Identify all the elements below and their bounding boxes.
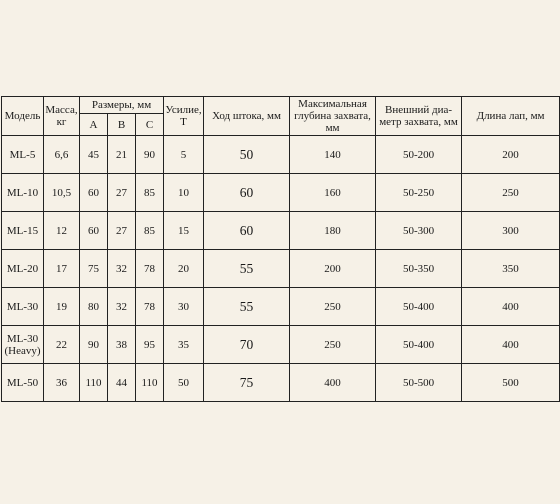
cell-size-a: 110	[80, 364, 108, 402]
header-force: Усилие, Т	[164, 97, 204, 136]
cell-size-c: 85	[136, 174, 164, 212]
header-sizes: Размеры, мм	[80, 97, 164, 114]
table-header	[2, 97, 560, 136]
header-outer-diam: Внешний диа-метр захвата, мм	[376, 97, 462, 136]
cell-max-depth: 400	[290, 364, 376, 402]
cell-size-a: 60	[80, 174, 108, 212]
cell-outer-diam: 50-400	[376, 326, 462, 364]
cell-force: 50	[164, 364, 204, 402]
cell-size-c: 78	[136, 288, 164, 326]
cell-size-b: 32	[108, 288, 136, 326]
spec-table-container	[1, 96, 559, 402]
cell-max-depth: 250	[290, 288, 376, 326]
cell-outer-diam: 50-350	[376, 250, 462, 288]
cell-size-c: 78	[136, 250, 164, 288]
table-row	[2, 364, 560, 402]
cell-leg-length: 400	[462, 326, 560, 364]
cell-model: ML-20	[2, 250, 44, 288]
header-size-b: B	[108, 114, 136, 136]
cell-size-b: 21	[108, 136, 136, 174]
cell-mass: 6,6	[44, 136, 80, 174]
header-max-depth: Максимальная глубина захвата, мм	[290, 97, 376, 136]
header-stroke: Ход штока, мм	[204, 97, 290, 136]
header-size-c: C	[136, 114, 164, 136]
cell-size-a: 45	[80, 136, 108, 174]
cell-leg-length: 500	[462, 364, 560, 402]
cell-outer-diam: 50-200	[376, 136, 462, 174]
cell-max-depth: 250	[290, 326, 376, 364]
cell-size-b: 32	[108, 250, 136, 288]
cell-size-b: 27	[108, 212, 136, 250]
cell-mass: 12	[44, 212, 80, 250]
cell-leg-length: 400	[462, 288, 560, 326]
cell-outer-diam: 50-400	[376, 288, 462, 326]
cell-force: 10	[164, 174, 204, 212]
cell-size-c: 85	[136, 212, 164, 250]
cell-force: 15	[164, 212, 204, 250]
table-row	[2, 250, 560, 288]
cell-size-a: 75	[80, 250, 108, 288]
cell-model: ML-30	[2, 288, 44, 326]
table-row	[2, 212, 560, 250]
cell-max-depth: 140	[290, 136, 376, 174]
cell-size-b: 44	[108, 364, 136, 402]
table-row	[2, 174, 560, 212]
cell-force: 30	[164, 288, 204, 326]
cell-stroke: 60	[204, 174, 290, 212]
cell-mass: 17	[44, 250, 80, 288]
cell-mass: 10,5	[44, 174, 80, 212]
cell-stroke: 70	[204, 326, 290, 364]
cell-model: ML-5	[2, 136, 44, 174]
cell-model: ML-50	[2, 364, 44, 402]
cell-size-c: 110	[136, 364, 164, 402]
cell-outer-diam: 50-300	[376, 212, 462, 250]
cell-model: ML-15	[2, 212, 44, 250]
cell-leg-length: 350	[462, 250, 560, 288]
cell-model: ML-30 (Heavy)	[2, 326, 44, 364]
cell-max-depth: 200	[290, 250, 376, 288]
cell-stroke: 60	[204, 212, 290, 250]
cell-stroke: 75	[204, 364, 290, 402]
cell-leg-length: 250	[462, 174, 560, 212]
cell-leg-length: 200	[462, 136, 560, 174]
cell-model: ML-10	[2, 174, 44, 212]
cell-size-c: 90	[136, 136, 164, 174]
cell-size-c: 95	[136, 326, 164, 364]
cell-stroke: 55	[204, 288, 290, 326]
cell-outer-diam: 50-500	[376, 364, 462, 402]
spec-table	[1, 96, 560, 402]
cell-force: 20	[164, 250, 204, 288]
table-row	[2, 136, 560, 174]
table-row	[2, 288, 560, 326]
cell-max-depth: 160	[290, 174, 376, 212]
cell-mass: 19	[44, 288, 80, 326]
cell-leg-length: 300	[462, 212, 560, 250]
header-mass: Масса, кг	[44, 97, 80, 136]
cell-size-a: 90	[80, 326, 108, 364]
cell-max-depth: 180	[290, 212, 376, 250]
cell-force: 5	[164, 136, 204, 174]
cell-size-a: 80	[80, 288, 108, 326]
table-body	[2, 136, 560, 402]
table-row	[2, 326, 560, 364]
cell-size-a: 60	[80, 212, 108, 250]
cell-stroke: 55	[204, 250, 290, 288]
cell-mass: 22	[44, 326, 80, 364]
cell-stroke: 50	[204, 136, 290, 174]
cell-force: 35	[164, 326, 204, 364]
cell-size-b: 27	[108, 174, 136, 212]
header-model: Модель	[2, 97, 44, 136]
header-size-a: A	[80, 114, 108, 136]
cell-outer-diam: 50-250	[376, 174, 462, 212]
cell-size-b: 38	[108, 326, 136, 364]
cell-mass: 36	[44, 364, 80, 402]
header-leg-length: Длина лап, мм	[462, 97, 560, 136]
